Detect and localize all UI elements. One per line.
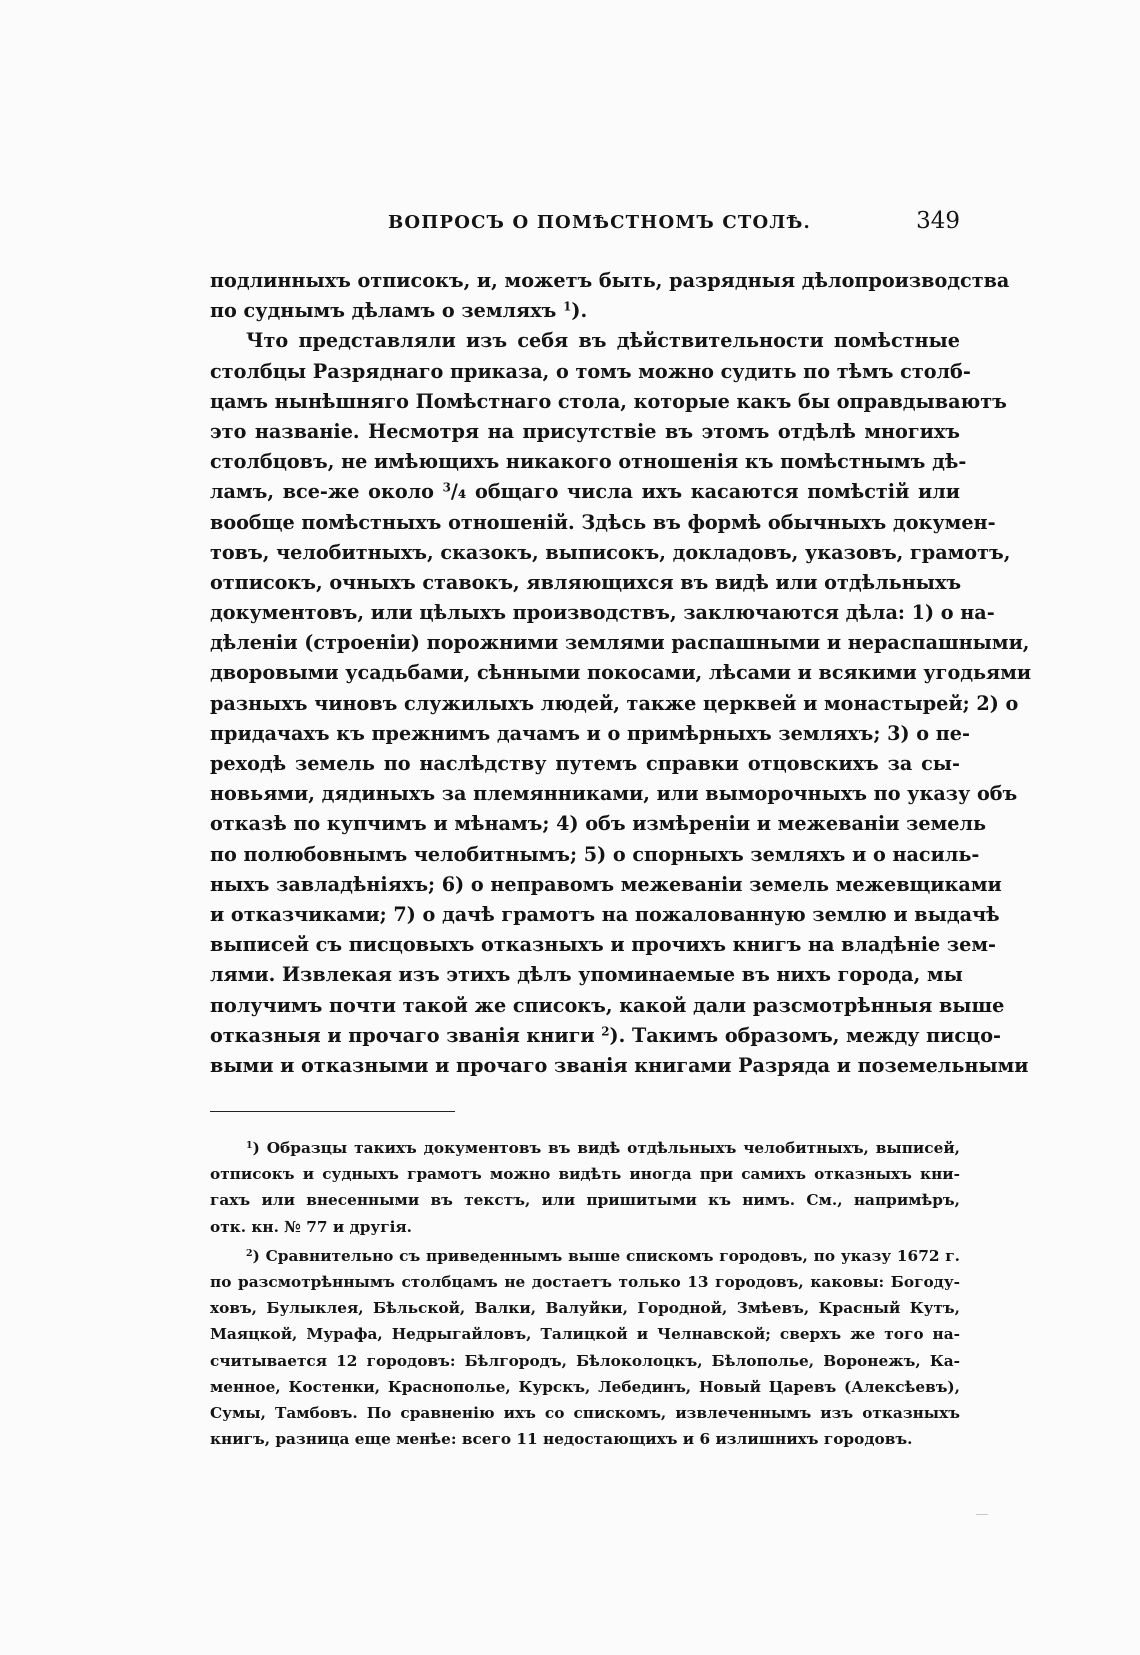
text-line <box>210 689 1019 719</box>
text-line-content: по суднымъ дѣламъ о земляхъ <box>210 299 564 323</box>
text-line <box>210 900 1000 930</box>
text-line-content: разныхъ чиновъ служилыхъ людей, также церквей и монастырей; 2) о <box>210 691 1019 715</box>
text-line <box>210 749 960 779</box>
margin-mark <box>976 1514 988 1515</box>
text-line-content: по полюбовнымъ челобитнымъ; 5) о спорныхъ земляхъ и о насиль- <box>210 842 980 866</box>
text-line-continuation: ). <box>571 299 588 323</box>
running-title: ВОПРОСЪ О ПОМѢСТНОМЪ СТОЛѢ. <box>388 212 811 233</box>
footnote-line <box>210 1214 960 1240</box>
text-line-content: документовъ, или цѣлыхъ производствъ, заключаются дѣла: 1) о на- <box>210 601 995 625</box>
text-line <box>210 326 960 356</box>
footnote-line <box>210 1135 960 1161</box>
text-line-content: подлинныхъ отписокъ, и, можетъ быть, разрядныя дѣлопроизводства <box>210 269 1010 292</box>
text-line <box>210 840 980 870</box>
text-line-continuation: ). Такимъ образомъ, между писцо- <box>609 1023 1001 1047</box>
text-line-content: отказѣ по купчимъ и мѣнамъ; 4) объ измѣреніи и межеваніи земель <box>210 812 986 836</box>
text-line <box>210 991 1005 1021</box>
footnote-reference: 1 <box>563 299 572 314</box>
text-line-content: дѣленіи (строеніи) порожними землями распашными и нераспашными, <box>210 631 1030 655</box>
text-line-content: лями. Извлекая изъ этихъ дѣлъ упоминаемые въ нихъ города, мы <box>210 963 963 987</box>
text-line <box>210 568 960 598</box>
footnote-reference: 3 <box>442 480 451 495</box>
text-line-content: новьями, дядиныхъ за племянниками, или выморочныхъ по указу объ <box>210 782 1018 806</box>
footnote-line-content: книгъ, разница еще менѣе: всего 11 недостающихъ и 6 излишнихъ городовъ. <box>210 1430 913 1449</box>
text-line <box>210 598 995 628</box>
footnote-line <box>210 1295 960 1321</box>
running-head <box>210 208 960 244</box>
text-line-content: это названіе. Несмотря на присутствіе въ этомъ отдѣлѣ многихъ <box>210 419 960 443</box>
footnote-line-content: ) Сравнительно съ приведеннымъ выше спискомъ городовъ, по указу 1672 г. <box>252 1246 960 1265</box>
text-line-content: отписокъ, очныхъ ставокъ, являющихся въ видѣ или отдѣльныхъ <box>210 570 962 594</box>
footnote-line-content: по разсмотрѣннымъ столбцамъ не достаетъ только 13 городовъ, каковы: Богоду- <box>210 1272 960 1291</box>
footnote-marker: 1 <box>246 1139 253 1151</box>
text-line <box>210 357 971 387</box>
text-line-content: товъ, челобитныхъ, сказокъ, выписокъ, докладовъ, указовъ, грамотъ, <box>210 540 1011 564</box>
footnote-line <box>210 1161 960 1187</box>
footnote-line <box>210 1374 960 1400</box>
text-line-content: столбцовъ, не имѣющихъ никакого отношенія къ помѣстнымъ дѣ- <box>210 450 967 474</box>
text-line-content: придачахъ къ прежнимъ дачамъ и о примѣрныхъ земляхъ; 3) о пе- <box>210 721 970 745</box>
text-line <box>210 870 1002 900</box>
text-line <box>210 508 996 538</box>
footnote-line-content: считывается 12 городовъ: Бѣлгородъ, Бѣлоколоцкъ, Бѣлополье, Воронежъ, Ка- <box>210 1351 960 1370</box>
footnote-line <box>210 1426 960 1452</box>
text-line <box>210 719 970 749</box>
text-line-content: реходѣ земель по наслѣдству путемъ справки отцовскихъ за сы- <box>210 752 960 775</box>
footnote-line <box>210 1321 960 1347</box>
text-line <box>210 1051 1029 1081</box>
text-line-content: выми и отказными и прочаго званія книгами Разряда и поземельными <box>210 1053 1029 1077</box>
footnote-line-content: ховъ, Булыклея, Бѣльской, Валки, Валуйки, Городной, Змѣевъ, Красный Кутъ, <box>210 1299 960 1318</box>
footnote-line <box>210 1400 960 1426</box>
text-line <box>210 658 1032 688</box>
text-line <box>210 266 1010 296</box>
text-line-content: получимъ почти такой же списокъ, какой дали разсмотрѣнныя выше <box>210 993 1005 1017</box>
footnote-line <box>210 1348 960 1374</box>
text-line-content: и отказчиками; 7) о дачѣ грамотъ на пожалованную землю и выдачѣ <box>210 902 1000 926</box>
text-line-continuation: /₄ общаго числа ихъ касаются помѣстій или <box>450 480 961 504</box>
text-line-content: вообще помѣстныхъ отношеній. Здѣсь въ формѣ обычныхъ докумен- <box>210 510 996 534</box>
footnote-line-content: Маяцкой, Мурафа, Недрыгайловъ, Талицкой и Челнавской; сверхъ же того на- <box>210 1325 960 1344</box>
main-text <box>210 266 1032 1081</box>
text-line <box>210 809 986 839</box>
text-line <box>210 930 997 960</box>
text-line <box>210 779 1018 809</box>
footnote-separator <box>210 1111 455 1112</box>
text-line <box>210 960 963 990</box>
text-line <box>210 538 1011 568</box>
text-line-content: ныхъ завладѣніяхъ; 6) о неправомъ межеваніи земель межевщиками <box>210 872 1002 896</box>
text-line <box>210 1021 1001 1051</box>
footnote-line-content: отк. кн. № 77 и другія. <box>210 1217 413 1236</box>
text-line-content: дворовыми усадьбами, сѣнными покосами, лѣсами и всякими угодьями <box>210 661 1032 685</box>
footnote-line-content: ) Образцы такихъ документовъ въ видѣ отдѣльныхъ челобитныхъ, выписей, <box>252 1139 960 1157</box>
footnote-line <box>210 1243 960 1269</box>
footnote-line-content: гахъ или внесенными въ текстъ, или пришитыми къ нимъ. См., напримѣръ, <box>210 1191 960 1210</box>
footnote-line-content: Сумы, Тамбовъ. По сравненію ихъ со спискомъ, извлеченнымъ изъ отказныхъ <box>210 1403 960 1422</box>
footnote-2 <box>210 1243 960 1453</box>
text-line <box>210 417 960 447</box>
text-line-content: Что представляли изъ себя въ дѣйствительности помѣстные <box>246 329 960 353</box>
text-line-content: цамъ нынѣшняго Помѣстнаго стола, которые какъ бы оправдываютъ <box>210 389 1007 413</box>
footnote-line-content: отписокъ и судныхъ грамотъ можно видѣть иногда при самихъ отказныхъ кни- <box>210 1165 960 1184</box>
text-line-content: столбцы Разряднаго приказа, о томъ можно судить по тѣмъ столб- <box>210 359 971 383</box>
text-line <box>210 628 1030 658</box>
text-line-content: отказныя и прочаго званія книги <box>210 1023 602 1047</box>
text-line <box>210 387 1007 417</box>
page-number: 349 <box>916 208 960 234</box>
footnote-reference: 2 <box>601 1024 610 1039</box>
text-line <box>210 447 967 477</box>
text-line <box>210 296 960 326</box>
footnote-line <box>210 1187 960 1213</box>
footnote-line <box>210 1269 960 1295</box>
footnotes <box>210 1135 960 1455</box>
footnote-1 <box>210 1135 960 1240</box>
text-line-content: выписей съ писцовыхъ отказныхъ и прочихъ книгъ на владѣніе зем- <box>210 933 997 957</box>
footnote-line-content: менное, Костенки, Краснополье, Курскъ, Лебединъ, Новый Царевъ (Алексѣевъ), <box>210 1377 960 1396</box>
footnote-marker: 2 <box>246 1247 253 1259</box>
text-line-content: ламъ, все-же около <box>210 480 443 504</box>
text-line <box>210 477 960 507</box>
